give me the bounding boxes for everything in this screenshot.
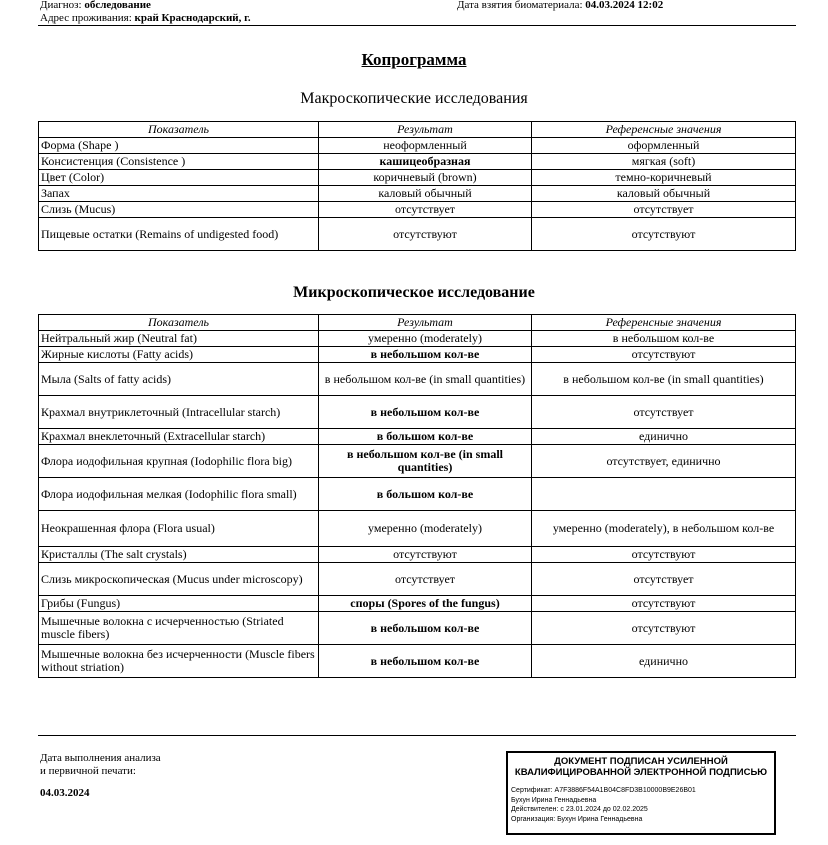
row-indicator: Жирные кислоты (Fatty acids) xyxy=(39,347,319,363)
row-indicator: Грибы (Fungus) xyxy=(39,596,319,612)
macro-section-title: Макроскопические исследования xyxy=(300,90,528,107)
completion-label-line2: и первичной печати: xyxy=(40,765,136,777)
row-reference: отсутствуют xyxy=(532,547,796,563)
row-indicator: Кристаллы (The salt crystals) xyxy=(39,547,319,563)
table-row xyxy=(39,218,796,251)
table-row xyxy=(39,154,796,170)
row-indicator: Мышечные волокна с исчерченностью (Striated muscle fibers) xyxy=(39,612,319,645)
column-header: Референсные значения xyxy=(532,315,796,331)
row-reference: единично xyxy=(532,429,796,445)
signature-certificate: Сертификат: A7F3886F54A1B04C8FD3B10000B9E26B01 xyxy=(511,787,696,794)
row-indicator: Флора иодофильная крупная (Iodophilic flora big) xyxy=(39,445,319,478)
row-result: отсутствуют xyxy=(319,547,532,563)
column-header: Референсные значения xyxy=(532,122,796,138)
address xyxy=(40,12,251,24)
signature-organization: Организация: Бухун Ирина Геннадьевна xyxy=(511,815,643,823)
table-row xyxy=(39,445,796,478)
row-indicator: Запах xyxy=(39,186,319,202)
row-indicator: Нейтральный жир (Neutral fat) xyxy=(39,331,319,347)
completion-label xyxy=(40,752,161,778)
row-result: умеренно (moderately) xyxy=(319,511,532,547)
row-indicator: Слизь (Mucus) xyxy=(39,202,319,218)
row-reference: отсутствуют xyxy=(532,612,796,645)
signature-details xyxy=(511,786,774,824)
completion-date: 04.03.2024 xyxy=(40,787,90,799)
table-row xyxy=(39,596,796,612)
row-reference xyxy=(532,478,796,511)
table-row xyxy=(39,612,796,645)
diagnosis-label: Диагноз: xyxy=(40,0,82,11)
row-reference: оформленный xyxy=(532,138,796,154)
row-result: отсутствует xyxy=(319,202,532,218)
address-label: Адрес проживания: xyxy=(40,12,132,24)
column-header: Показатель xyxy=(39,122,319,138)
row-result: в небольшом кол-ве xyxy=(319,612,532,645)
row-result: в небольшом кол-ве (in small quantities) xyxy=(319,363,532,396)
table-row xyxy=(39,478,796,511)
row-reference: единично xyxy=(532,645,796,678)
row-reference: умеренно (moderately), в небольшом кол-ве xyxy=(532,511,796,547)
diagnosis xyxy=(40,0,151,11)
table-row xyxy=(39,202,796,218)
sample-date xyxy=(457,0,663,11)
table-row xyxy=(39,331,796,347)
row-result: в небольшом кол-ве xyxy=(319,396,532,429)
row-result: в большом кол-ве xyxy=(319,429,532,445)
row-reference: каловый обычный xyxy=(532,186,796,202)
row-reference: отсутствуют xyxy=(532,347,796,363)
table-header-row xyxy=(39,315,796,331)
signature-owner: Бухун Ирина Геннадьевна xyxy=(511,796,597,804)
signature-heading-line1: ДОКУМЕНТ ПОДПИСАН УСИЛЕННОЙ xyxy=(554,756,728,767)
signature-heading xyxy=(508,756,774,778)
row-indicator: Флора иодофильная мелкая (Iodophilic flora small) xyxy=(39,478,319,511)
table-row xyxy=(39,170,796,186)
row-indicator: Неокрашенная флора (Flora usual) xyxy=(39,511,319,547)
row-indicator: Крахмал внеклеточный (Extracellular starch) xyxy=(39,429,319,445)
address-value: край Краснодарский, г. xyxy=(134,12,251,24)
row-result: умеренно (moderately) xyxy=(319,331,532,347)
row-result: отсутствуют xyxy=(319,218,532,251)
row-indicator: Форма (Shape ) xyxy=(39,138,319,154)
table-row xyxy=(39,363,796,396)
table-row xyxy=(39,547,796,563)
table-row xyxy=(39,138,796,154)
row-indicator: Крахмал внутриклеточный (Intracellular starch) xyxy=(39,396,319,429)
footer-divider xyxy=(38,735,796,736)
sample-date-value: 04.03.2024 12:02 xyxy=(585,0,664,11)
column-header: Показатель xyxy=(39,315,319,331)
signature-validity: Действителен: с 23.01.2024 до 02.02.2025 xyxy=(511,806,648,813)
row-result: коричневый (brown) xyxy=(319,170,532,186)
row-reference: отсутствует xyxy=(532,202,796,218)
row-reference: отсутствует, единично xyxy=(532,445,796,478)
signature-heading-line2: КВАЛИФИЦИРОВАННОЙ ЭЛЕКТРОННОЙ ПОДПИСЬЮ xyxy=(514,767,768,778)
micro-section-title: Микроскопическое исследование xyxy=(293,284,535,301)
page-title: Копрограмма xyxy=(361,50,467,69)
micro-table xyxy=(38,314,796,678)
row-indicator: Слизь микроскопическая (Mucus under microscopy) xyxy=(39,563,319,596)
row-reference: темно-коричневый xyxy=(532,170,796,186)
column-header: Результат xyxy=(319,122,532,138)
row-result: в большом кол-ве xyxy=(319,478,532,511)
row-indicator: Консистенция (Consistence ) xyxy=(39,154,319,170)
row-indicator: Мышечные волокна без исчерченности (Muscle fibers without striation) xyxy=(39,645,319,678)
table-header-row xyxy=(39,122,796,138)
table-row xyxy=(39,511,796,547)
row-result: в небольшом кол-ве xyxy=(319,645,532,678)
row-reference: отсутствуют xyxy=(532,218,796,251)
row-reference: отсутствует xyxy=(532,396,796,429)
row-indicator: Цвет (Color) xyxy=(39,170,319,186)
row-result: в небольшом кол-ве xyxy=(319,347,532,363)
e-signature-stamp xyxy=(506,751,776,835)
table-row xyxy=(39,563,796,596)
row-result: кашицеобразная xyxy=(319,154,532,170)
completion-label-line1: Дата выполнения анализа xyxy=(40,752,161,764)
row-result: каловый обычный xyxy=(319,186,532,202)
header-divider xyxy=(38,25,796,26)
table-row xyxy=(39,645,796,678)
table-row xyxy=(39,429,796,445)
row-reference: отсутствует xyxy=(532,563,796,596)
row-indicator: Мыла (Salts of fatty acids) xyxy=(39,363,319,396)
row-result: в небольшом кол-ве (in small quantities) xyxy=(319,445,532,478)
column-header: Результат xyxy=(319,315,532,331)
row-result: неоформленный xyxy=(319,138,532,154)
row-reference: в небольшом кол-ве xyxy=(532,331,796,347)
row-reference: мягкая (soft) xyxy=(532,154,796,170)
row-result: споры (Spores of the fungus) xyxy=(319,596,532,612)
row-reference: в небольшом кол-ве (in small quantities) xyxy=(532,363,796,396)
row-result: отсутствует xyxy=(319,563,532,596)
table-row xyxy=(39,186,796,202)
diagnosis-value: обследование xyxy=(84,0,151,11)
sample-date-label: Дата взятия биоматериала: xyxy=(457,0,583,11)
row-indicator: Пищевые остатки (Remains of undigested food) xyxy=(39,218,319,251)
table-row xyxy=(39,347,796,363)
table-row xyxy=(39,396,796,429)
row-reference: отсутствуют xyxy=(532,596,796,612)
macro-table xyxy=(38,121,796,251)
